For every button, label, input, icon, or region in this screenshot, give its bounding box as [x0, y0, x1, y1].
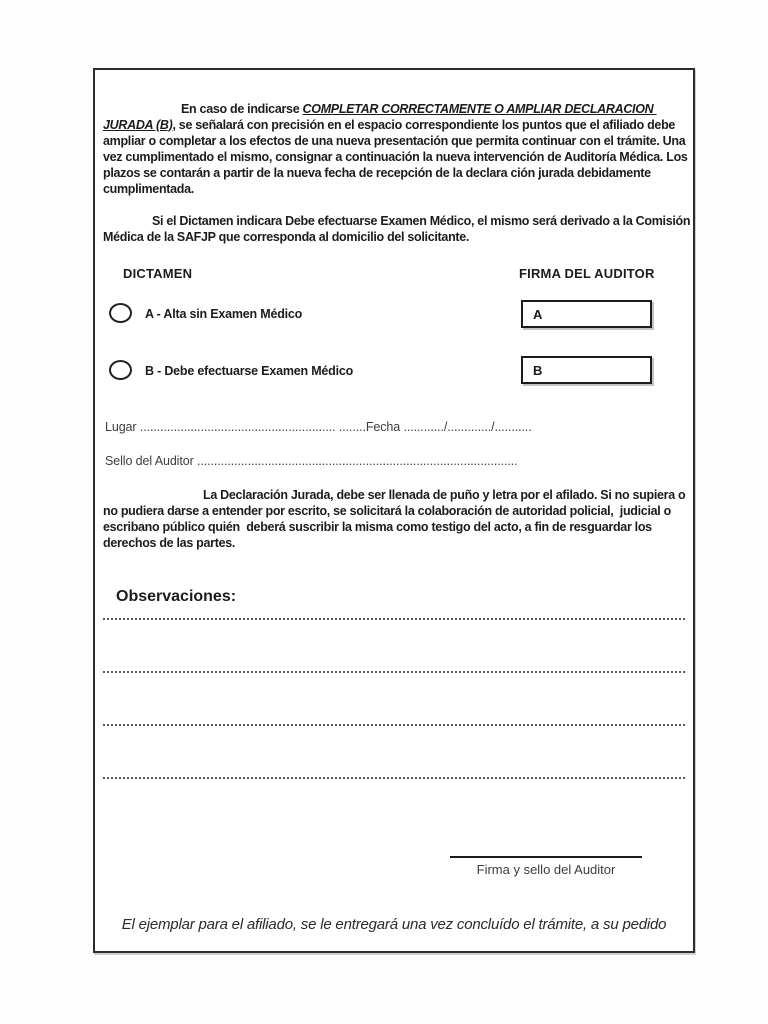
declaration-handwriting-paragraph: La Declaración Jurada, debe ser llenada de puño y letra por el afilado. Si no supiera o no pudiera darse a entender por escrito, se solicitará la colaboración de autoridad policial, judicial o escribano público quién deberá suscribir la misma como testigo del acto, a fin de resguardar los derechos de las partes.: [103, 487, 689, 550]
observations-title: Observaciones:: [116, 588, 237, 605]
option-a-label: A - Alta sin Examen Médico: [145, 307, 303, 321]
auditor-signature-line: [450, 856, 642, 858]
option-b-box-letter: B: [533, 362, 543, 378]
lugar-fecha-fill-line: Lugar .......................................................... ........Fecha ............/............./...........: [105, 420, 532, 434]
intro-paragraph-emphasis: COMPLETAR CORRECTAMENTE O AMPLIAR DECLARACION JURADA (B): [103, 101, 657, 132]
option-a-signature-box: [521, 300, 652, 328]
firma-auditor-column-header: FIRMA DEL AUDITOR: [519, 266, 655, 281]
intro-paragraph-lead: En caso de indicarse: [181, 101, 303, 116]
option-a-radio-circle-icon: [109, 303, 132, 323]
observations-dotted-line: [103, 777, 685, 779]
intro-paragraph-rest: , se señalará con precisión en el espacio correspondiente los puntos que el afiliado debe ampliar o completar a los efectos de una nueva presentación que permita continuar con el trámite. Una vez cumplimentado el mismo, consignar a continuación la nueva intervención de Auditoría Médica. Los plazos se contarán a partir de la nueva fecha de recepción de la declara ción jurada debidamente cumplimentada.: [103, 117, 691, 196]
form-border-box: [93, 68, 695, 953]
option-a-box-letter: A: [533, 306, 543, 322]
observations-dotted-line: [103, 618, 685, 620]
intro-paragraph: [103, 101, 691, 197]
dictamen-derivation-paragraph: Si el Dictamen indicara Debe efectuarse Examen Médico, el mismo será derivado a la Comisión Médica de la SAFJP que corresponda al domicilio del solicitante.: [103, 213, 694, 244]
option-b-label: B - Debe efectuarse Examen Médico: [145, 364, 354, 378]
observations-dotted-line: [103, 724, 685, 726]
auditor-signature-caption: Firma y sello del Auditor: [476, 862, 616, 877]
footer-note: El ejemplar para el afiliado, se le entregará una vez concluído el trámite, a su pedido: [121, 916, 667, 933]
dictamen-column-header: DICTAMEN: [123, 266, 193, 281]
option-b-radio-circle-icon: [109, 360, 132, 380]
observations-dotted-line: [103, 671, 685, 673]
sello-auditor-fill-line: Sello del Auditor ...............................................................................................: [105, 454, 518, 468]
option-b-signature-box: [521, 356, 652, 384]
